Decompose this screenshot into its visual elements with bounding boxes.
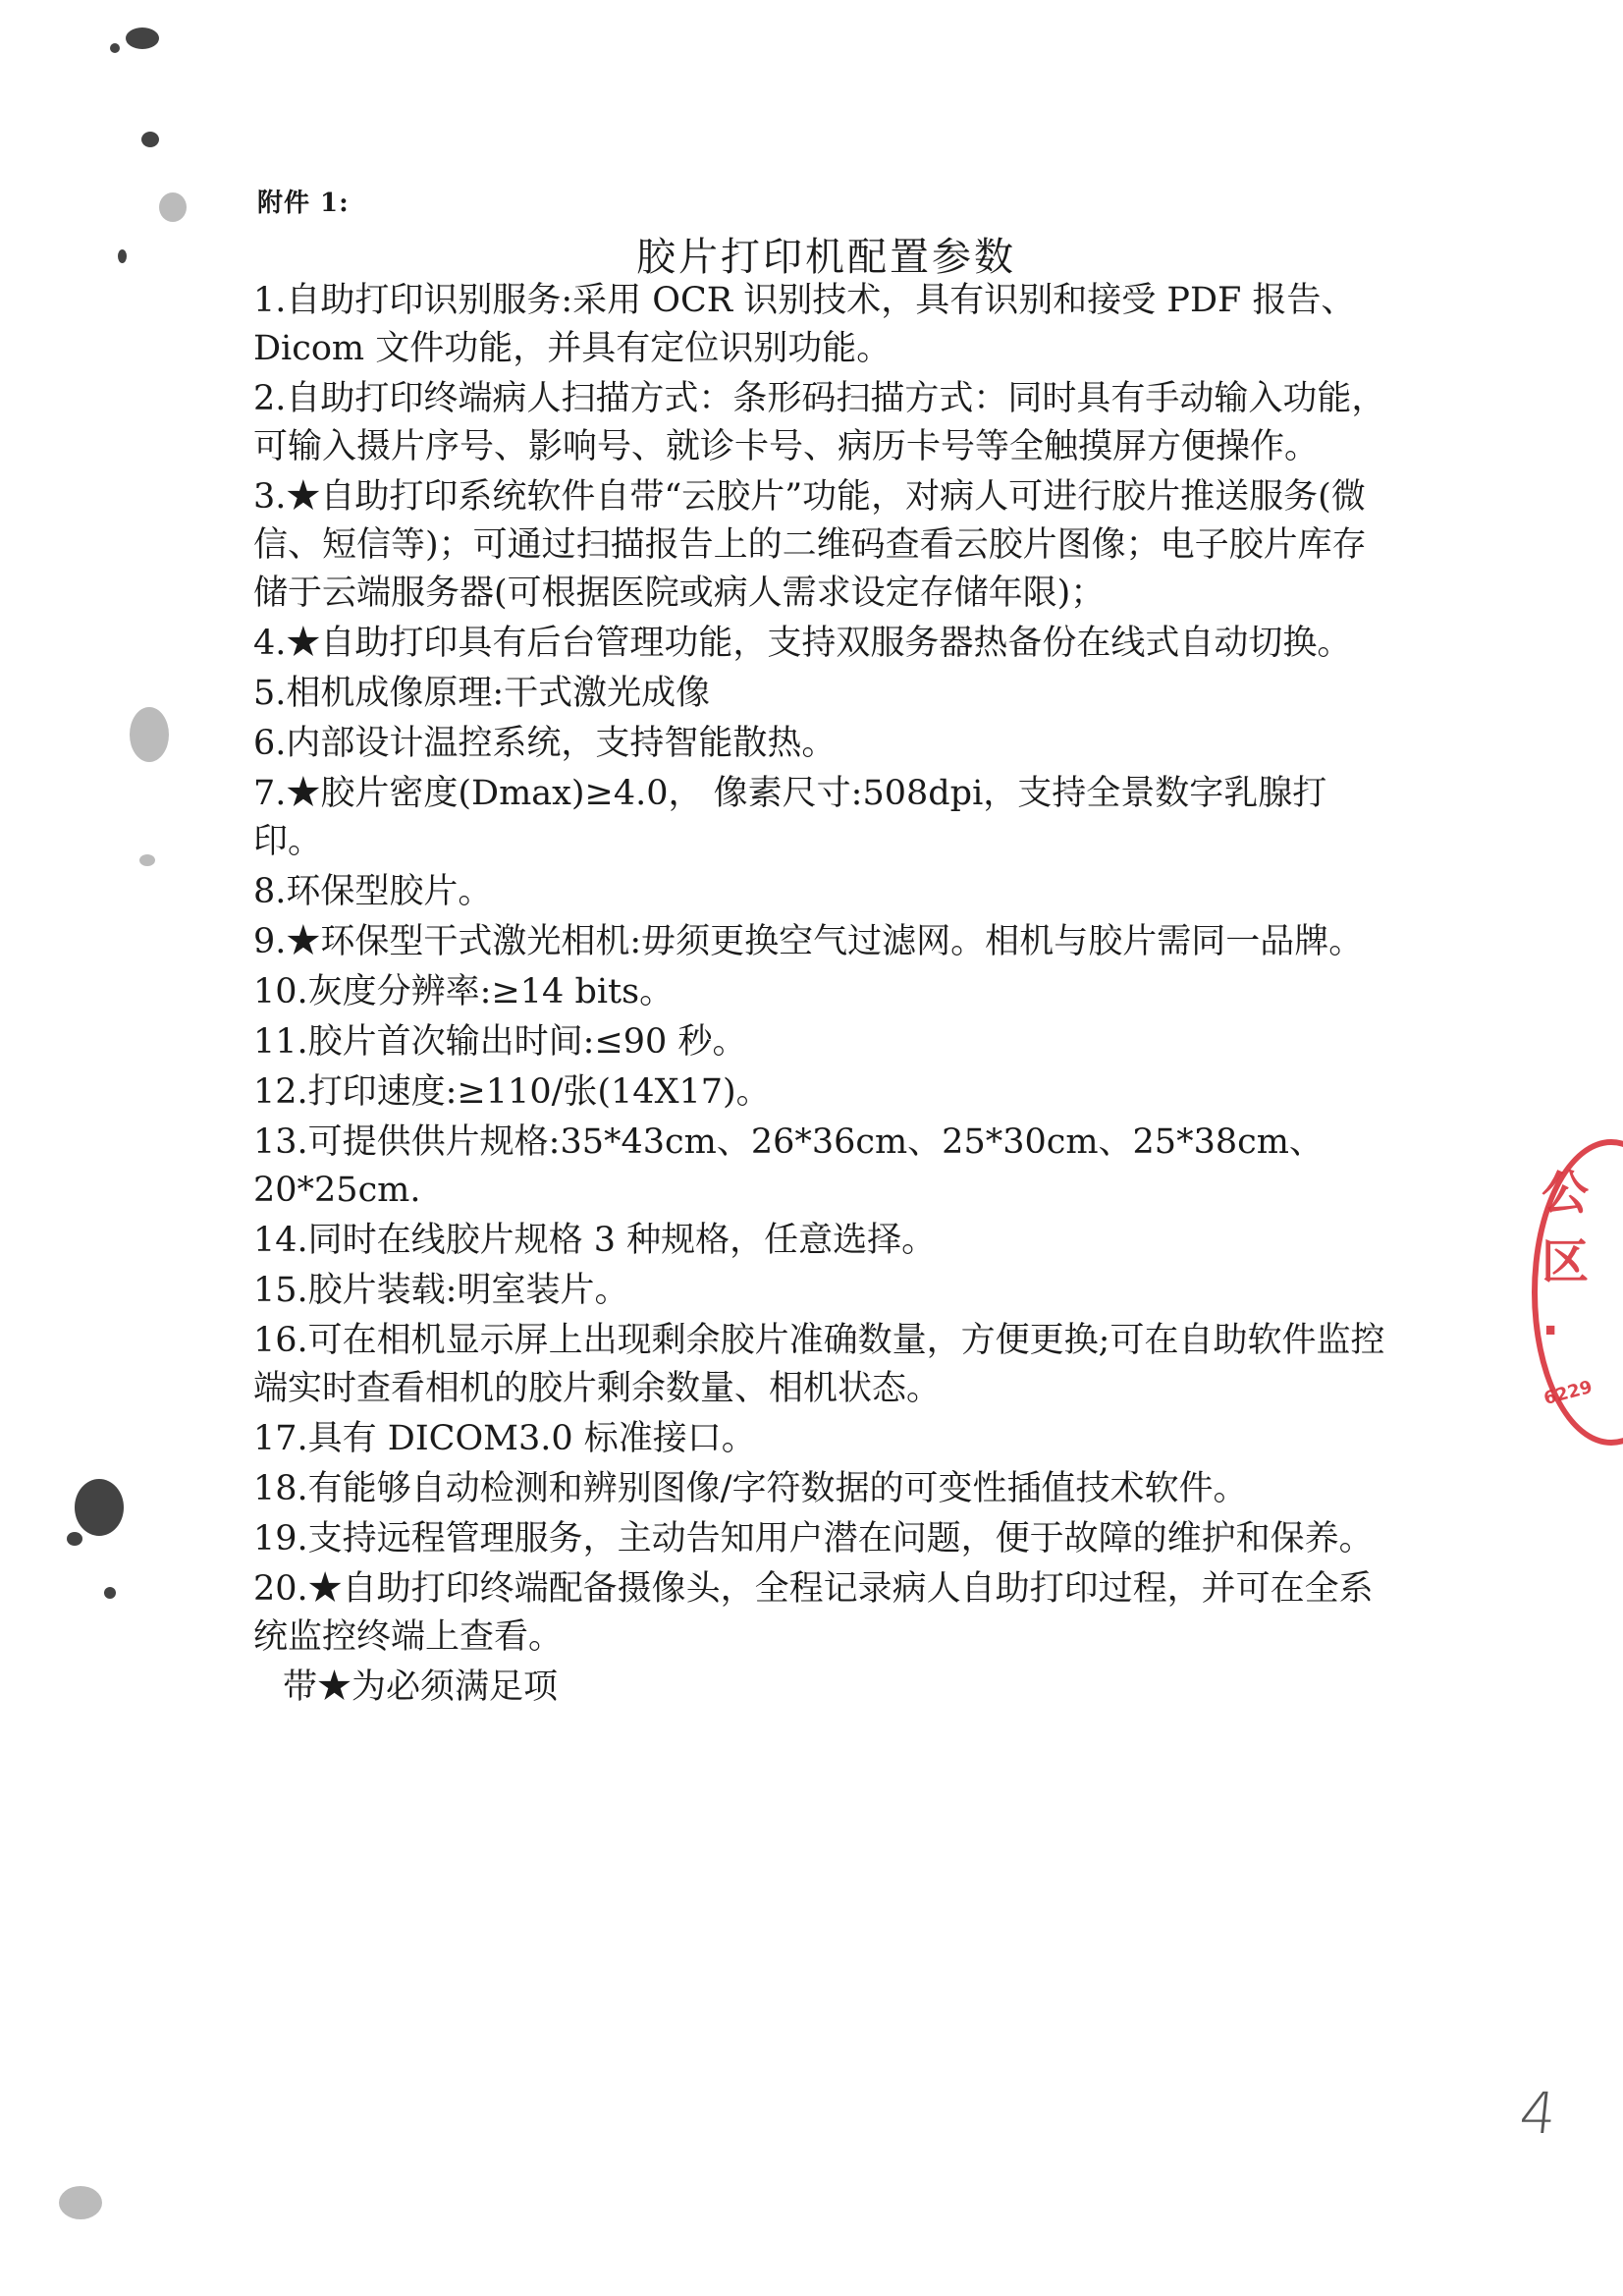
spec-item-4: 4.★自助打印具有后台管理功能，支持双服务器热备份在线式自动切换。	[253, 624, 1352, 663]
scan-smudge	[130, 707, 169, 762]
spec-item-6: 6.内部设计温控系统，支持智能散热。	[253, 724, 837, 763]
scan-smudge	[75, 1479, 124, 1536]
spec-list	[253, 277, 1392, 1712]
spec-item-16: 16.可在相机显示屏上出现剩余胶片准确数量，方便更换;可在自助软件监控端实时查看相机的胶片剩余数量、相机状态。	[253, 1321, 1385, 1408]
seal-code: 6229	[1542, 1376, 1595, 1410]
spec-item-10: 10.灰度分辨率:≥14 bits。	[253, 972, 675, 1011]
spec-item-19: 19.支持远程管理服务，主动告知用户潜在问题，便于故障的维护和保养。	[253, 1519, 1374, 1558]
scan-smudge	[110, 43, 120, 53]
handwritten-page-number: 4	[1516, 2080, 1560, 2147]
scan-smudge	[159, 192, 187, 222]
scan-smudge	[141, 132, 159, 147]
scan-smudge	[59, 2186, 102, 2219]
scan-smudge	[139, 854, 155, 866]
document-title: 胶片打印机配置参数	[636, 235, 1016, 280]
spec-item-17: 17.具有 DICOM3.0 标准接口。	[253, 1419, 756, 1458]
spec-item-3: 3.★自助打印系统软件自带“云胶片”功能，对病人可进行胶片推送服务(微信、短信等)；可通过扫描报告上的二维码查看云胶片图像；电子胶片库存储于云端服务器(可根据医院或病人需求设定存储年限)；	[253, 477, 1367, 613]
spec-item-15: 15.胶片装载:明室装片。	[253, 1271, 629, 1310]
spec-item-18: 18.有能够自动检测和辨别图像/字符数据的可变性插值技术软件。	[253, 1469, 1248, 1508]
spec-item-7: 7.★胶片密度(Dmax)≥4.0， 像素尺寸:508dpi，支持全景数字乳腺打印。	[253, 774, 1327, 861]
spec-item-2: 2.自助打印终端病人扫描方式：条形码扫描方式：同时具有手动输入功能，可输入摄片序号、影响号、就诊卡号、病历卡号等全触摸屏方便操作。	[253, 379, 1386, 466]
spec-item-11: 11.胶片首次输出时间:≤90 秒。	[253, 1022, 747, 1062]
spec-item-13: 13.可提供供片规格:35*43cm、26*36cm、25*30cm、25*38cm、20*25cm.	[253, 1122, 1324, 1210]
spec-item-5: 5.相机成像原理:干式激光成像	[253, 674, 711, 713]
scan-smudge	[67, 1532, 82, 1546]
spec-item-9: 9.★环保型干式激光相机:毋须更换空气过滤网。相机与胶片需同一品牌。	[253, 922, 1364, 961]
spec-item-20: 20.★自助打印终端配备摄像头，全程记录病人自助打印过程，并可在全系统监控终端上查看。	[253, 1569, 1374, 1657]
scan-smudge	[126, 27, 159, 49]
required-note: 带★为必须满足项	[283, 1667, 559, 1707]
spec-item-1: 1.自助打印识别服务:采用 OCR 识别技术，具有识别和接受 PDF 报告、Dicom 文件功能，并具有定位识别功能。	[253, 281, 1356, 368]
seal-text: 公 区 ·	[1542, 1166, 1590, 1358]
spec-item-8: 8.环保型胶片。	[253, 872, 493, 911]
spec-item-14: 14.同时在线胶片规格 3 种规格，任意选择。	[253, 1221, 937, 1260]
scan-smudge	[104, 1587, 116, 1599]
spec-item-12: 12.打印速度:≥110/张(14X17)。	[253, 1072, 771, 1112]
attachment-label: 附件 1:	[257, 189, 350, 218]
